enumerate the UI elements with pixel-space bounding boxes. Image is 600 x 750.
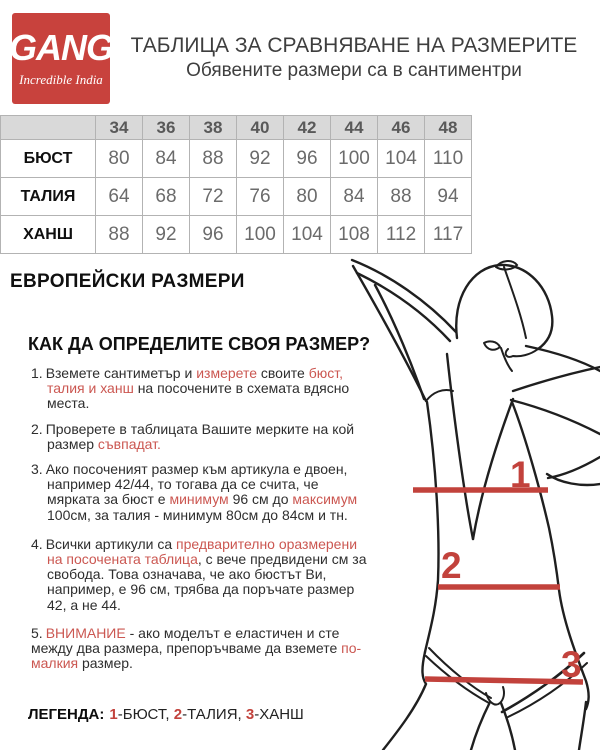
torso-left-edge — [425, 402, 439, 652]
hips-number: 3 — [561, 644, 582, 685]
item-text-segment: Ако посоченият размер към артикула е двоен, например 42/44, то тогава да се счита, че мярката за бюст е — [45, 461, 348, 508]
size-value-cell: 88 — [190, 140, 237, 178]
size-value-cell: 88 — [96, 216, 143, 254]
size-column-header: 40 — [237, 116, 284, 140]
european-sizes-heading: ЕВРОПЕЙСКИ РАЗМЕРИ — [10, 271, 245, 292]
bikini-left-strap — [429, 648, 491, 698]
table-row-bust — [1, 140, 472, 178]
table-header-row — [1, 116, 472, 140]
left-forearm-top — [352, 260, 456, 332]
item-text-segment: 100см, за талия - минимум 80см до 84см и тн. — [47, 506, 348, 523]
instruction-item-2 — [31, 422, 373, 452]
left-leg-inner — [471, 702, 490, 750]
size-value-cell: 96 — [190, 216, 237, 254]
legend-segment: -ХАНШ — [254, 706, 304, 723]
size-value-cell: 94 — [425, 178, 472, 216]
size-value-cell: 108 — [331, 216, 378, 254]
bust-number: 1 — [510, 454, 531, 495]
table-row-waist — [1, 178, 472, 216]
brand-tagline: Incredible India — [19, 71, 103, 87]
size-value-cell: 76 — [237, 178, 284, 216]
item-text-segment: минимум — [169, 491, 229, 508]
head-hair-outline — [456, 265, 552, 349]
instruction-item-1 — [31, 366, 373, 412]
item-text-segment: Проверете в таблицата Вашите мерките на кой размер — [45, 420, 355, 452]
item-text-segment: максимум — [292, 491, 358, 508]
item-text-segment: Всички артикули са — [45, 535, 177, 552]
size-value-cell: 68 — [143, 178, 190, 216]
table-row-hips — [1, 216, 472, 254]
hair-curl — [506, 349, 538, 357]
size-value-cell: 64 — [96, 178, 143, 216]
measure-row-label: БЮСТ — [1, 140, 96, 178]
size-value-cell: 92 — [237, 140, 284, 178]
size-column-header: 46 — [378, 116, 425, 140]
size-column-header: 42 — [284, 116, 331, 140]
item-text-segment: бюст, талия и ханш — [47, 365, 344, 397]
brand-name: GANG — [9, 26, 113, 68]
item-number: 1. — [31, 365, 43, 381]
item-text-segment: на посочените в схемата вдясно места. — [47, 380, 350, 412]
size-comparison-table — [0, 115, 472, 254]
item-text-segment: съвпадат. — [97, 435, 161, 452]
legend-label: ЛЕГЕНДА: — [28, 706, 105, 723]
item-text-segment: 96 см до — [228, 491, 293, 508]
size-value-cell: 112 — [378, 216, 425, 254]
right-forearm-mid — [513, 367, 600, 391]
left-hip-leg — [383, 652, 426, 750]
how-to-heading: КАК ДА ОПРЕДЕЛИТЕ СВОЯ РАЗМЕР? — [28, 334, 371, 354]
item-number: 5. — [31, 624, 43, 641]
item-text-segment: Вземете сантиметър и — [45, 365, 197, 381]
size-value-cell: 80 — [96, 140, 143, 178]
size-column-header: 34 — [96, 116, 143, 140]
page-subtitle: Обявените размери са в сантиментри — [186, 60, 522, 81]
hips-line — [425, 679, 583, 682]
left-upperarm-outer — [353, 266, 426, 401]
size-column-header: 44 — [331, 116, 378, 140]
legend-segment: 3 — [245, 706, 255, 723]
size-value-cell: 88 — [378, 178, 425, 216]
item-number: 3. — [31, 461, 43, 478]
size-value-cell: 104 — [284, 216, 331, 254]
item-number: 2. — [31, 420, 43, 437]
size-value-cell: 100 — [331, 140, 378, 178]
legend-segment: -ТАЛИЯ, — [182, 706, 246, 723]
right-leg-outer — [579, 702, 586, 750]
item-text-segment: измерете — [196, 365, 258, 381]
page-header — [118, 34, 590, 82]
size-value-cell: 104 — [378, 140, 425, 178]
size-value-cell: 92 — [143, 216, 190, 254]
instruction-item-5 — [31, 626, 373, 672]
left-forearm-bottom — [357, 273, 450, 341]
measure-row-label: ТАЛИЯ — [1, 178, 96, 216]
table-corner-cell — [1, 116, 96, 140]
instruction-item-3 — [31, 462, 373, 523]
size-column-header: 36 — [143, 116, 190, 140]
legend-segment: -БЮСТ, — [117, 706, 174, 723]
legend-segment: 1 — [109, 706, 118, 723]
item-text-segment: по-малкия — [31, 640, 362, 672]
item-text-segment: своите — [257, 365, 309, 381]
size-value-cell: 96 — [284, 140, 331, 178]
left-shoulder-curve — [426, 390, 453, 401]
size-column-header: 48 — [425, 116, 472, 140]
hair-part-line — [504, 267, 526, 338]
item-text-segment: , с вече предвидени см за свобода. Това означава, че ако бюстът Ви, например, е 96 см, трябва да поръчате размер 42, а не 44. — [47, 551, 367, 613]
right-upperarm-outer — [548, 457, 600, 478]
item-number: 4. — [31, 535, 43, 552]
size-column-header: 38 — [190, 116, 237, 140]
chin-curve — [484, 341, 500, 349]
back-v-right — [473, 399, 513, 539]
legend — [28, 706, 304, 723]
size-value-cell: 84 — [331, 178, 378, 216]
size-value-cell: 84 — [143, 140, 190, 178]
item-text-segment: размер. — [78, 655, 133, 672]
size-value-cell: 117 — [425, 216, 472, 254]
item-text-segment: ВНИМАНИЕ — [45, 624, 126, 641]
brand-logo — [9, 13, 113, 104]
item-text-segment: - ако моделът е еластичен и сте между два размера, препоръчваме да вземете — [31, 624, 342, 657]
instruction-item-4 — [31, 537, 373, 613]
item-text-segment: предварително оразмерени на посочената таблица — [47, 535, 358, 568]
instruction-list — [31, 366, 373, 681]
size-value-cell: 110 — [425, 140, 472, 178]
measure-row-label: ХАНШ — [1, 216, 96, 254]
right-forearm-bottom — [511, 400, 600, 434]
body-measurement-figure — [350, 250, 600, 750]
size-value-cell: 72 — [190, 178, 237, 216]
back-v-left — [447, 354, 473, 539]
page-title: ТАБЛИЦА ЗА СРАВНЯВАНЕ НА РАЗМЕРИТЕ — [130, 34, 578, 57]
size-value-cell: 100 — [237, 216, 284, 254]
size-value-cell: 80 — [284, 178, 331, 216]
legend-segment: 2 — [173, 706, 183, 723]
waist-number: 2 — [441, 545, 462, 586]
